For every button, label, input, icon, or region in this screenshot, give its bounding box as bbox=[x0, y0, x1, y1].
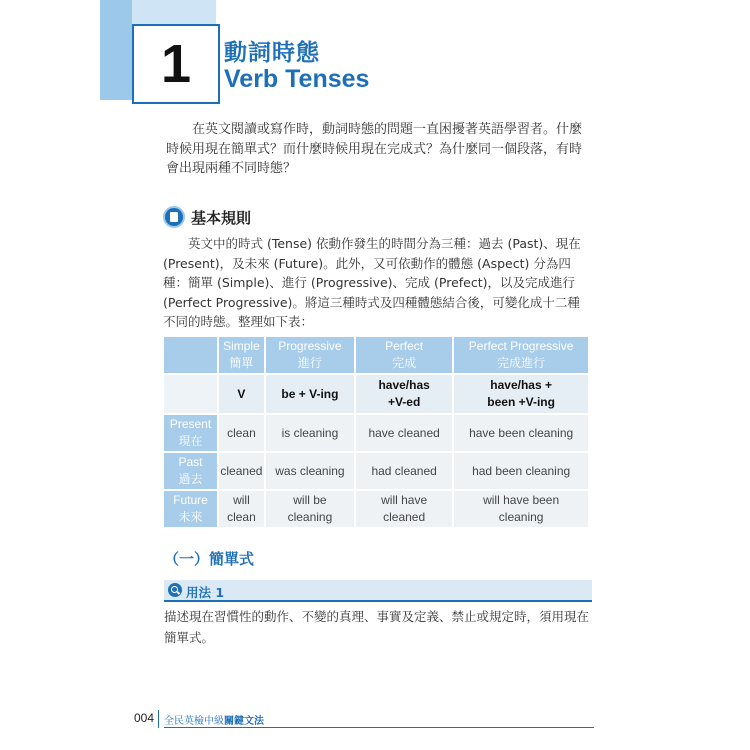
table-cell: will clean bbox=[219, 491, 266, 529]
chapter-block-side bbox=[100, 0, 132, 100]
row-header-en: Future bbox=[173, 493, 208, 507]
row-header bbox=[164, 491, 219, 529]
table-cell: have cleaned bbox=[356, 415, 454, 453]
table-cell: clean bbox=[219, 415, 266, 453]
intro-paragraph: 在英文閱讀或寫作時，動詞時態的問題一直困擾著英語學習者。什麼時候用現在簡單式？而什麼時候用現在完成式？為什麼同一個段落，有時會出現兩種不同時態？ bbox=[166, 122, 583, 176]
table-cell: had cleaned bbox=[356, 453, 454, 491]
book-title-bold: 關鍵文法 bbox=[224, 716, 264, 727]
table-corner-cell bbox=[164, 337, 219, 375]
page-number: 004 bbox=[134, 711, 155, 725]
footer-line bbox=[164, 727, 594, 728]
header-en: Simple bbox=[223, 339, 260, 353]
row-header bbox=[164, 453, 219, 491]
header-en: Perfect bbox=[385, 339, 424, 353]
row-header-zh: 未來 bbox=[178, 510, 203, 524]
chapter-number: 1 bbox=[160, 34, 192, 94]
table-header-row bbox=[164, 337, 588, 375]
table-cell: will have cleaned bbox=[356, 491, 454, 529]
table-header-cell bbox=[454, 337, 588, 375]
row-header-zh: 過去 bbox=[178, 472, 203, 486]
table-header-cell bbox=[356, 337, 454, 375]
table-form-row bbox=[164, 375, 588, 415]
basic-rules-title: 基本規則 bbox=[191, 209, 252, 227]
usage-paragraph: 描述現在習慣性的動作、不變的真理、事實及定義、禁止或規定時，須用現在簡單式。 bbox=[164, 609, 590, 645]
row-header-zh: 現在 bbox=[178, 434, 203, 448]
table-row bbox=[164, 453, 588, 491]
tense-table bbox=[164, 337, 588, 529]
table-header-cell bbox=[219, 337, 266, 375]
search-icon bbox=[168, 583, 182, 597]
table-cell: will have been cleaning bbox=[454, 491, 588, 529]
table-cell: cleaned bbox=[219, 453, 266, 491]
table-cell: was cleaning bbox=[266, 453, 356, 491]
usage-label: 用法 1 bbox=[186, 585, 225, 600]
form-cell: be + V-ing bbox=[266, 375, 356, 415]
header-en: Progressive bbox=[278, 339, 342, 353]
table-cell: had been cleaning bbox=[454, 453, 588, 491]
usage-bar bbox=[164, 580, 592, 602]
table-blank-cell bbox=[164, 375, 219, 415]
book-icon bbox=[163, 206, 185, 228]
table-cell: is cleaning bbox=[266, 415, 356, 453]
header-zh: 進行 bbox=[297, 356, 322, 370]
header-zh: 完成進行 bbox=[497, 356, 546, 370]
section-title: （一）簡單式 bbox=[164, 550, 255, 568]
table-row bbox=[164, 415, 588, 453]
book-title-prefix: 全民英檢中級 bbox=[164, 716, 224, 727]
header-zh: 完成 bbox=[392, 356, 417, 370]
table-row bbox=[164, 491, 588, 529]
table-cell: will be cleaning bbox=[266, 491, 356, 529]
form-cell: V bbox=[219, 375, 266, 415]
row-header-en: Present bbox=[169, 417, 212, 431]
table-header-cell bbox=[266, 337, 356, 375]
row-header-en: Past bbox=[178, 455, 203, 469]
row-header bbox=[164, 415, 219, 453]
basic-rules-paragraph: 英文中的時式 (Tense) 依動作發生的時間分為三種：過去 (Past)、現在 (Present)，及未來 (Future)。此外，又可依動作的體態 (Aspect) 分為四種：簡單 (Simple)、進行 (Progressive)、完成 (Prefect)，以及完成進行 (Perfect Progressive)。將這三種時式及四種體態結合後，可變化成十二種不同的時態。整理如下表： bbox=[163, 236, 581, 329]
header-en: Perfect Progressive bbox=[468, 339, 574, 353]
chapter-title-zh: 動詞時態 bbox=[224, 40, 320, 66]
table-cell: have been cleaning bbox=[454, 415, 588, 453]
header-zh: 簡單 bbox=[229, 356, 254, 370]
book-title bbox=[164, 712, 264, 727]
form-cell: have/has + been +V-ing bbox=[454, 375, 588, 415]
form-cell: have/has +V-ed bbox=[356, 375, 454, 415]
footer-divider bbox=[158, 710, 159, 728]
chapter-number-block bbox=[100, 0, 220, 104]
chapter-title-en: Verb Tenses bbox=[224, 65, 370, 93]
